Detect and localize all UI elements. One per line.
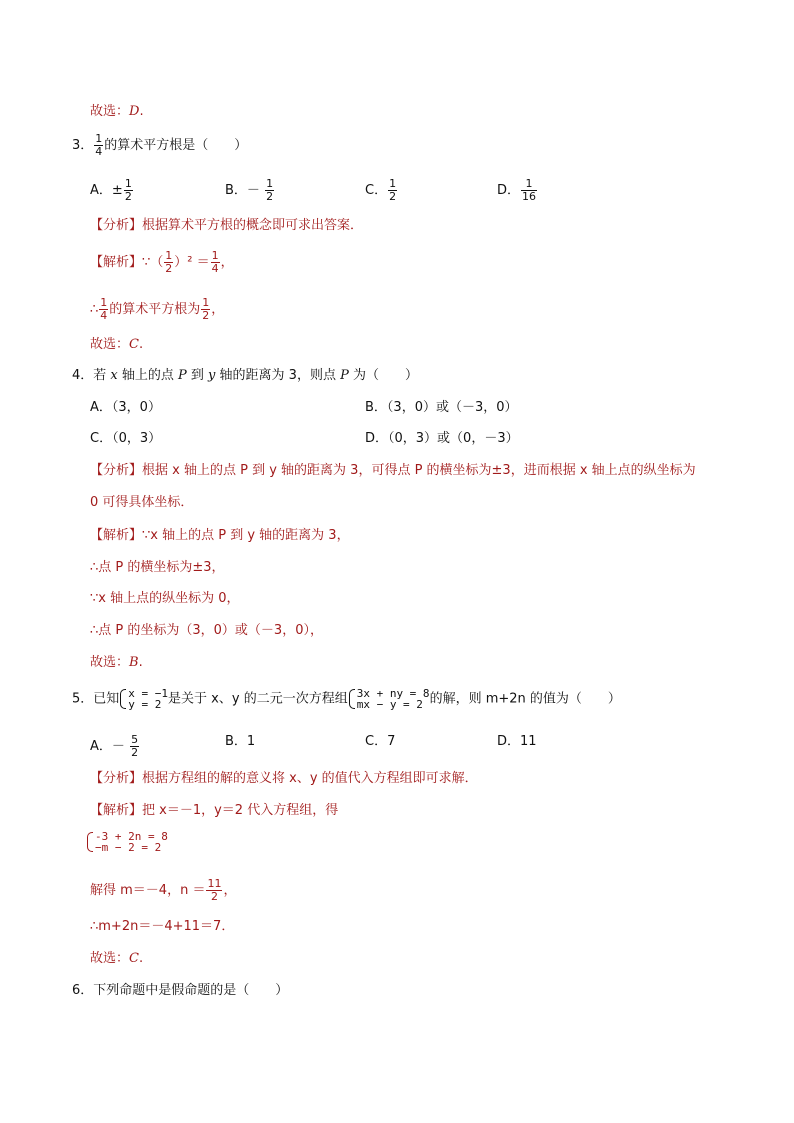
q5-final-answer: 故选：C. [90,951,144,966]
q4-final-answer: 故选：B. [90,655,143,670]
q5-option-c[interactable]: C．7 [365,734,396,749]
q5-option-d[interactable]: D．11 [497,734,537,749]
q3-stem: 3． $\frac{1}{4}$ 的算术平方根是（ ） [72,132,248,158]
q5-solution-line4: ∴m+2n＝－4+11＝7． [90,919,235,934]
q4-stem: 4．若 x 轴上的点 P 到 y 轴的距离为 3，则点 P 为（ ） [72,368,418,383]
q5-given-system: x = −1 y = 2 [119,688,168,710]
q5-solution-line3: 解得 m＝－4，n ＝ $\frac{11}{2}$ ， [90,877,237,903]
q5-option-b[interactable]: B．1 [225,734,256,749]
q4-analysis-line2: 0 可得具体坐标． [90,495,194,510]
q3-frac: $\frac{1}{4}$ [95,132,103,158]
q5-analysis: 【分析】根据方程组的解的意义将 x、y 的值代入方程组即可求解． [90,771,478,786]
q3-option-c[interactable]: C． $\frac{1}{2}$ [365,177,397,203]
q3-option-d[interactable]: D． $\frac{1}{16}$ [497,177,537,203]
q3-solution-line2: ∴ $\frac{1}{4}$ 的算术平方根为 $\frac{1}{2}$ ， [90,296,225,322]
q3-number: 3． [72,138,94,153]
q4-option-d[interactable]: D．（0，3）或（0，－3） [365,431,519,446]
q3-analysis: 【分析】根据算术平方根的概念即可求出答案． [90,218,364,233]
q4-solution-line1: 【解析】∵x 轴上的点 P 到 y 轴的距离为 3， [90,528,350,543]
q3-solution-line1: 【解析】∵（ $\frac{1}{2}$ ）² ＝ $\frac{1}{4}$ ， [90,249,234,275]
q5-substituted-system: -3 + 2n = 8 −m − 2 = 2 [86,831,168,853]
q5-option-a[interactable]: A．－ $\frac{5}{2}$ [90,733,139,759]
q5-solution-line1: 【解析】把 x＝－1，y＝2 代入方程组，得 [90,803,339,818]
q4-solution-line3: ∵x 轴上点的纵坐标为 0， [90,591,240,606]
q5-stem: 5．已知 x = −1 y = 2 是关于 x、y 的二元一次方程组 3x + ny = 8 mx − y = 2 的解，则 m+2n 的值为（ ） [72,687,621,711]
q4-option-c[interactable]: C．（0，3） [90,431,162,446]
q3-option-a[interactable]: A．± $\frac{1}{2}$ [90,177,132,203]
q4-analysis-line1: 【分析】根据 x 轴上的点 P 到 y 轴的距离为 3，可得点 P 的横坐标为±3，进而根据 x 轴上点的纵坐标为 [90,463,696,478]
q4-solution-line4: ∴点 P 的坐标为（3，0）或（－3，0）， [90,623,323,638]
q3-final-answer: 故选：C. [90,337,144,352]
q4-solution-line2: ∴点 P 的横坐标为±3， [90,560,225,575]
q5-equation-system: 3x + ny = 8 mx − y = 2 [348,688,430,710]
q3-option-b[interactable]: B．－ $\frac{1}{2}$ [225,177,274,203]
q6-stem: 6．下列命题中是假命题的是（ ） [72,983,289,998]
q2-final-answer: 故选：D. [90,104,144,119]
q4-option-a[interactable]: A．（3，0） [90,400,161,415]
q4-option-b[interactable]: B．（3，0）或（－3，0） [365,400,518,415]
